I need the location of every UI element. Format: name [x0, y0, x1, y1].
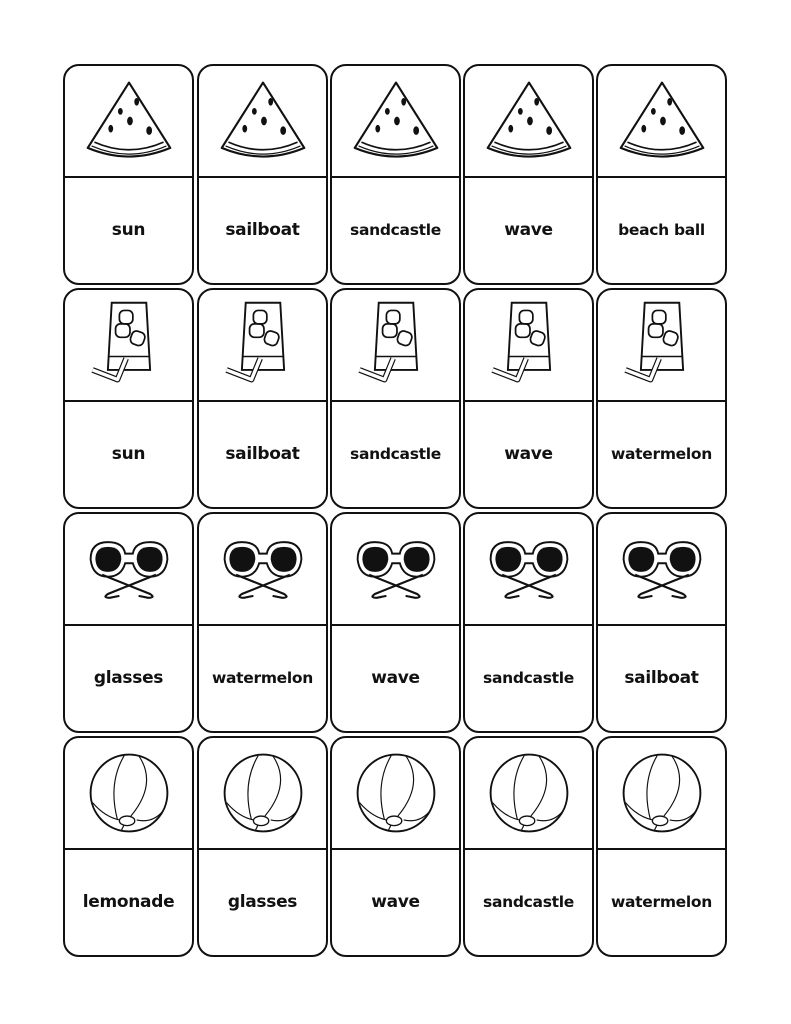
domino-card — [197, 288, 328, 509]
domino-card — [63, 512, 194, 733]
card-word: watermelon — [610, 892, 712, 911]
beach-ball-icon — [332, 738, 459, 850]
lemonade-icon — [598, 290, 725, 402]
glasses-icon — [332, 514, 459, 626]
card-word: sailboat — [225, 443, 300, 464]
card-word: sailboat — [225, 219, 300, 240]
domino-card — [63, 288, 194, 509]
watermelon-icon — [332, 66, 459, 178]
card-word: sandcastle — [350, 444, 441, 463]
card-word: beach ball — [618, 220, 705, 239]
card-word: sailboat — [624, 667, 699, 688]
lemonade-icon — [65, 290, 192, 402]
domino-card — [596, 64, 727, 285]
card-word: sandcastle — [483, 668, 574, 687]
domino-card — [330, 64, 461, 285]
lemonade-icon — [465, 290, 592, 402]
glasses-icon — [598, 514, 725, 626]
domino-card — [596, 736, 727, 957]
lemonade-icon — [199, 290, 326, 402]
card-word: wave — [504, 219, 553, 240]
domino-card — [463, 288, 594, 509]
domino-card — [63, 736, 194, 957]
beach-ball-icon — [465, 738, 592, 850]
card-word: watermelon — [610, 444, 712, 463]
domino-card — [330, 288, 461, 509]
domino-card — [330, 736, 461, 957]
card-word: sun — [111, 443, 146, 464]
domino-card — [197, 736, 328, 957]
glasses-icon — [199, 514, 326, 626]
domino-card — [330, 512, 461, 733]
card-word: wave — [371, 667, 420, 688]
watermelon-icon — [465, 66, 592, 178]
domino-card — [197, 512, 328, 733]
card-word: watermelon — [211, 668, 313, 687]
lemonade-icon — [332, 290, 459, 402]
card-word: wave — [371, 891, 420, 912]
domino-card — [63, 64, 194, 285]
domino-card — [197, 64, 328, 285]
card-word: wave — [504, 443, 553, 464]
card-word: sun — [111, 219, 146, 240]
domino-card — [463, 64, 594, 285]
card-word: lemonade — [82, 891, 175, 912]
glasses-icon — [65, 514, 192, 626]
card-word: sandcastle — [483, 892, 574, 911]
beach-ball-icon — [598, 738, 725, 850]
domino-card — [596, 288, 727, 509]
card-word: glasses — [93, 667, 164, 688]
domino-card — [596, 512, 727, 733]
card-word: glasses — [227, 891, 298, 912]
watermelon-icon — [598, 66, 725, 178]
watermelon-icon — [199, 66, 326, 178]
watermelon-icon — [65, 66, 192, 178]
beach-ball-icon — [199, 738, 326, 850]
beach-ball-icon — [65, 738, 192, 850]
domino-card — [463, 736, 594, 957]
card-word: sandcastle — [350, 220, 441, 239]
glasses-icon — [465, 514, 592, 626]
domino-card — [463, 512, 594, 733]
